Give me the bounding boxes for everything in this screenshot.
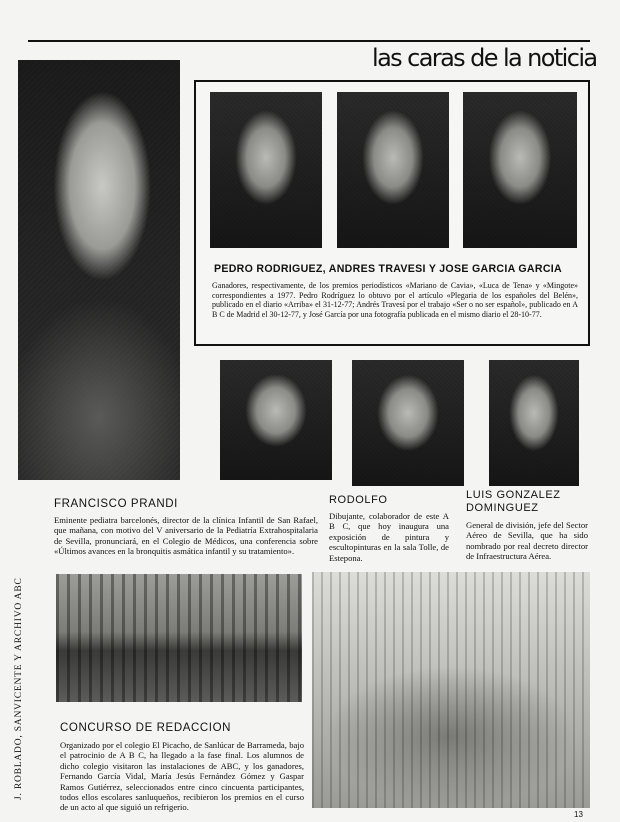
large-portrait-photo — [18, 60, 180, 480]
journalists-headline: PEDRO RODRIGUEZ, ANDRES TRAVESI Y JOSE GARCIA GARCIA — [214, 263, 562, 275]
photo-francisco-prandi — [220, 360, 332, 480]
gonzalez-text: General de división, jefe del Sector Aéreo de Sevilla, que ha sido nombrado por real decreto director de Infraestructura Aérea. — [466, 520, 588, 562]
photo-school-group — [56, 574, 302, 702]
photo-award-ceremony — [312, 572, 590, 808]
rodolfo-name: RODOLFO — [329, 494, 388, 506]
photo-luis-gonzalez — [489, 360, 579, 486]
rodolfo-text: Dibujante, colaborador de este A B C, que hoy inaugura una exposición de pintura y escultopinturas en la sala Tolle, de Estepona. — [329, 511, 449, 563]
concurso-text: Organizado por el colegio El Picacho, de Sanlúcar de Barrameda, bajo el patrocinio de A B C, ha llegado a la fase final. Los alumnos de dicho colegio visitaron las instalaciones de ABC, y los ganadores, Fernando García Vidal, María Jesús Fernández Gómez y Gaspar Ramos Gutiérrez, seleccionados entre cinco cincuenta participantes, todos ellos escolares sanluqueños, recibieron los premios en el curso de un acto al que siguió un refrigerio. — [60, 740, 304, 813]
prandi-text: Eminente pediatra barcelonés, director de la clínica Infantil de San Rafael, que mañana, con motivo del V aniversario de la Pediatría Extrahospitalaria de Sevilla, pronunciará, en el Colegio de Médicos, una conferencia sobre «Últimos avances en la bronquitis asmática infantil y su tratamiento». — [54, 515, 318, 557]
page-number: 13 — [574, 810, 583, 819]
photo-credit: J. ROBLADO, SANVICENTE Y ARCHIVO ABC — [14, 577, 24, 800]
prandi-name: FRANCISCO PRANDI — [54, 498, 178, 510]
photo-pedro-rodriguez — [210, 92, 322, 248]
photo-andres-travesi — [337, 92, 449, 248]
concurso-headline: CONCURSO DE REDACCION — [60, 722, 232, 734]
gonzalez-name: LUIS GONZALEZ DOMINGUEZ — [466, 489, 561, 514]
section-title: las caras de la noticia — [372, 44, 597, 72]
top-rule — [28, 40, 590, 42]
photo-rodolfo — [352, 360, 464, 486]
journalists-text: Ganadores, respectivamente, de los premios periodísticos «Mariano de Cavia», «Luca de Tena» y «Mingote» correspondientes a 1977. Pedro Rodríguez lo obtuvo por el artículo «Plegaria de los españoles del Belén», publicado en el diario «Arriba» el 31-12-77; Andrés Travesí por el trabajo «Ser o no ser español», publicado en A B C de Madrid el 30-12-77, y José García por una fotografía publicada en el mismo diario el 28-10-77. — [212, 281, 578, 319]
photo-jose-garcia — [463, 92, 577, 248]
